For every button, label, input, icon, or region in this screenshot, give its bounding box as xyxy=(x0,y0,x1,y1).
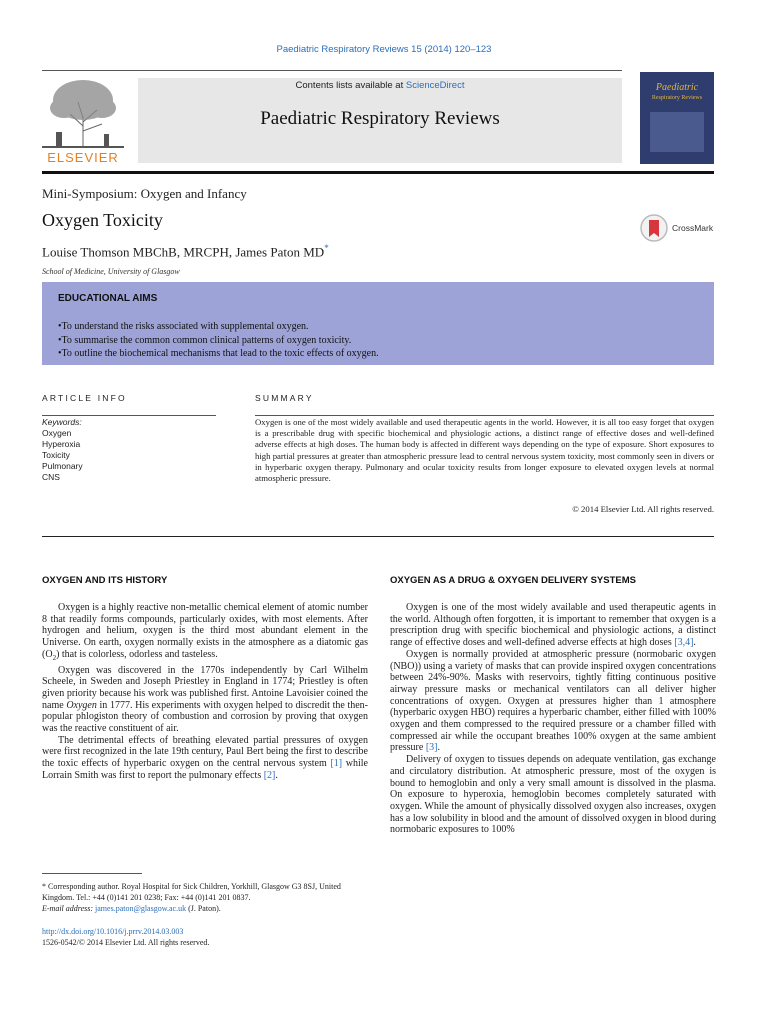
elsevier-wordmark: ELSEVIER xyxy=(47,150,119,165)
text-run: Oxygen was discovered in the 1770s independently by Carl Wilhelm Scheele, in Sweden and Joseph Priestley in England in 1774; Priestley is often given priority because his work was published first. Antoine Lavoisier coined the name xyxy=(42,664,368,711)
header-divider xyxy=(42,70,622,71)
section-title: Mini-Symposium: Oxygen and Infancy xyxy=(42,186,247,201)
corresponding-author-mark[interactable]: * xyxy=(324,243,329,253)
text-run: . xyxy=(275,769,278,781)
keyword-item: Toxicity xyxy=(42,450,70,460)
sciencedirect-link[interactable]: ScienceDirect xyxy=(405,80,465,91)
crossmark-label[interactable]: CrossMark xyxy=(672,223,714,233)
paragraph xyxy=(42,735,368,782)
text-run: ) that is colorless, odorless and tasteless. xyxy=(56,648,218,660)
email-link[interactable]: james.paton@glasgow.ac.uk xyxy=(95,904,187,913)
email-label: E-mail address: xyxy=(42,904,96,913)
summary-text: Oxygen is one of the most widely available and used therapeutic agents in the world. However, it is all too easy forget that oxygen is a prescribable drug with specific biochemical and physiologic actions, a distinct range of effective doses and well-defined adverse effects at high doses. The human body is affected in different ways depending on the type of exposure. Short exposures to high partial pressures at greater than atmospheric pressure lead to central nervous system toxicity, most commonly seen in divers or in hyperbaric oxygen therapy. Pulmonary and ocular toxicity results from longer exposure to elevated oxygen levels at normal atmospheric pressure. xyxy=(255,417,714,484)
article-info-heading: ARTICLE INFO xyxy=(42,393,127,403)
summary-copyright: © 2014 Elsevier Ltd. All rights reserved. xyxy=(572,504,714,514)
keyword-item: Oxygen xyxy=(42,428,72,438)
keyword-item: Pulmonary xyxy=(42,461,83,471)
body-divider xyxy=(42,536,714,537)
cover-title: Paediatric xyxy=(655,82,699,93)
reference-link[interactable]: [2] xyxy=(263,769,276,781)
keyword-item: Hyperoxia xyxy=(42,439,81,449)
doi-block xyxy=(42,926,209,948)
doi-link[interactable]: http://dx.doi.org/10.1016/j.prrv.2014.03.003 xyxy=(42,927,184,936)
text-run: . xyxy=(693,637,696,649)
left-section-heading: OXYGEN AND ITS HISTORY xyxy=(42,575,168,586)
footnote-text: * Corresponding author. Royal Hospital for Sick Children, Yorkhill, Glasgow G3 8SJ, United Kingdom. Tel.: +44 (0)141 201 0238; Fax: +44 (0)141 201 0837. xyxy=(42,882,341,902)
reference-link[interactable]: [3,4] xyxy=(674,637,694,649)
text-run: Oxygen is normally provided at atmospheric pressure (normobaric oxygen (NBO)) using a variety of masks that can provide inspired oxygen concentrations between 24%-90%. Masks with reservoirs, tightly fitting continuous positive airway pressure masks or mechanical ventilators can all deliver higher concentrations of oxygen. Oxygen at pressures higher than 1 atmosphere (hyperbaric oxygen HBO) requires a hyperbaric chamber, either filled with 100% oxygen and them compressed to the required pressure or a chamber filled with compressed air while the occupant breathes 100% oxygen at the same ambient pressure xyxy=(390,648,716,754)
subscript: 2 xyxy=(52,653,57,662)
cover-artwork xyxy=(650,112,704,152)
journal-reference[interactable]: Paediatric Respiratory Reviews 15 (2014) 120–123 xyxy=(276,44,492,55)
keywords-label: Keywords: xyxy=(42,417,82,427)
authors-text: Louise Thomson MBChB, MRCPH, James Paton MD xyxy=(42,244,325,260)
article-title: Oxygen Toxicity xyxy=(42,210,163,230)
cover-subtitle: Respiratory Reviews xyxy=(651,95,703,101)
email-suffix: (J. Paton). xyxy=(186,904,221,913)
reference-link[interactable]: [1] xyxy=(330,758,343,770)
aim-item: • To outline the biochemical mechanisms that lead to the toxic effects of oxygen. xyxy=(58,347,379,361)
paragraph xyxy=(390,602,716,649)
footnote-divider xyxy=(42,873,142,874)
article-info-divider xyxy=(42,415,216,416)
educational-aims-list xyxy=(58,320,379,361)
left-column-body xyxy=(42,602,368,782)
paragraph: Delivery of oxygen to tissues depends on adequate ventilation, gas exchange and circulatory distribution. At atmospheric pressure, most of the oxygen is bound to hemoglobin and only a very small amount is dissolved in the plasma. On exposure to hyperoxia, hemoglobin becomes completely saturated with oxygen. While the amount of physically dissolved oxygen also increases, oxygen has a low solubility in blood and the amount of dissolved oxygen in blood during normobaric exposures to 100% xyxy=(390,754,716,836)
right-column-body xyxy=(390,602,716,836)
author-list xyxy=(42,243,329,260)
corresponding-author-footnote xyxy=(42,881,368,914)
contents-line xyxy=(138,80,622,91)
summary-heading: SUMMARY xyxy=(255,393,314,403)
keywords-block xyxy=(42,417,83,483)
educational-aims-title: EDUCATIONAL AIMS xyxy=(58,293,158,304)
text-run: . xyxy=(437,742,440,754)
text-run: in 1777. His experiments with oxygen helped to discredit the then-popular phlogiston theory of combustion and corrosion by proving that oxygen was the reactive constituent of air. xyxy=(42,699,369,735)
journal-cover-thumbnail[interactable] xyxy=(640,72,714,164)
issn-line: 1526-0542/© 2014 Elsevier Ltd. All rights reserved. xyxy=(42,938,210,947)
text-run: while Lorrain Smith was first to report the pulmonary effects xyxy=(42,758,368,781)
aim-item: • To summarise the common common clinical patterns of oxygen toxicity. xyxy=(58,334,379,348)
aim-item: • To understand the risks associated with supplemental oxygen. xyxy=(58,320,379,334)
journal-title: Paediatric Respiratory Reviews xyxy=(260,108,500,129)
reference-link[interactable]: [3] xyxy=(425,742,438,754)
text-run: Oxygen is one of the most widely available and used therapeutic agents in the world. Although often forgotten, it is important to remember that oxygen is a prescription drug with specific biochemical and physiologic actions, a distinct range of effective doses and well-defined adverse effects at high doses xyxy=(390,602,716,649)
contents-prefix: Contents lists available at xyxy=(295,80,406,91)
right-section-heading: OXYGEN AS A DRUG & OXYGEN DELIVERY SYSTEMS xyxy=(390,575,636,586)
text-run: Oxygen is a highly reactive non-metallic chemical element of atomic number 8 that readily forms compounds, particularly oxides, with most elements. After hydrogen and helium, oxygen is the third most abundant element in the Universe. On earth, oxygen normally exists in the atmosphere as a diatomic gas (O xyxy=(42,602,368,660)
paragraph xyxy=(42,665,368,735)
keyword-item: CNS xyxy=(42,472,60,482)
summary-divider xyxy=(255,415,714,416)
crossmark-icon[interactable] xyxy=(640,213,668,243)
paragraph xyxy=(390,649,716,754)
emphasis: Oxygen xyxy=(66,699,97,711)
paragraph xyxy=(42,602,368,665)
affiliation: School of Medicine, University of Glasgow xyxy=(42,267,180,276)
elsevier-tree-logo xyxy=(42,76,124,150)
footnote-email-line xyxy=(42,903,368,914)
text-run: The detrimental effects of breathing elevated partial pressures of oxygen were first recognized in the late 19th century, Paul Bert being the first to describe the toxic effects of hyperbaric oxygen on the central nervous system xyxy=(42,734,368,770)
header-thick-divider xyxy=(42,171,714,174)
